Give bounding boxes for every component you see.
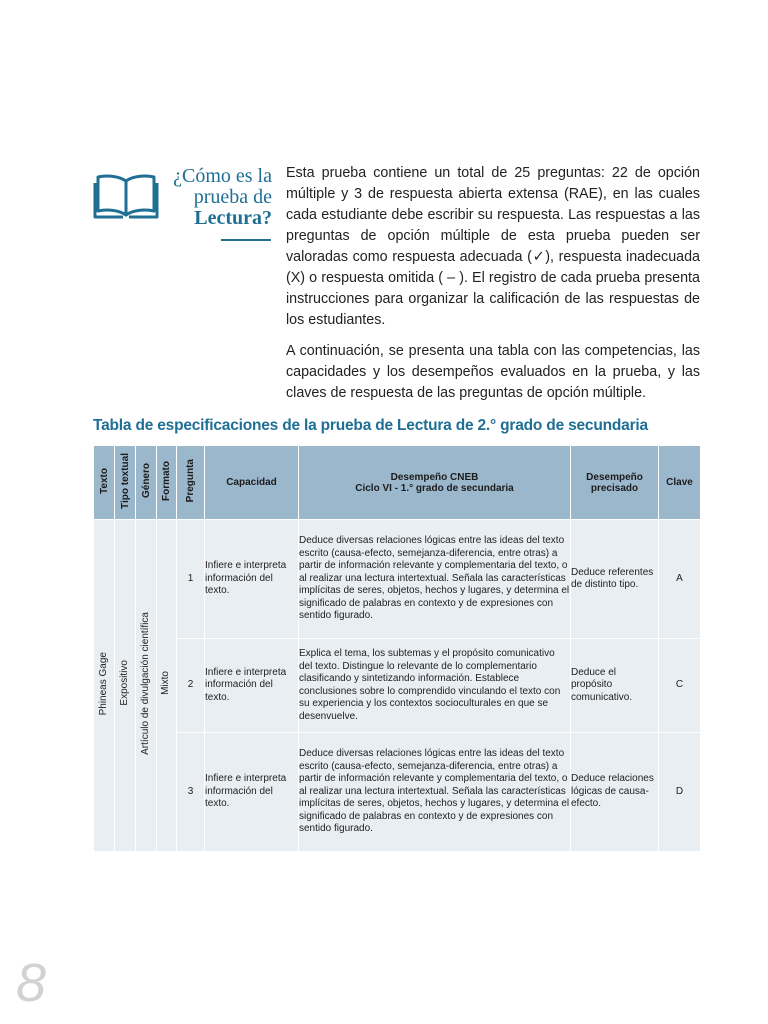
formato-value: Mixto (160, 671, 172, 696)
header-formato-label: Formato (161, 461, 172, 501)
cell-pregunta: 1 (177, 520, 205, 639)
cell-capacidad: Infiere e interpreta información del texto. (205, 639, 299, 733)
cell-desempeno-precisado: Deduce relaciones lógicas de causa-efecto. (571, 733, 659, 852)
intro-text (286, 163, 700, 414)
header-clave: Clave (659, 446, 701, 520)
cell-clave: C (659, 639, 701, 733)
cell-tipo-textual (115, 520, 136, 852)
intro-paragraph-1: Esta prueba contiene un total de 25 preguntas: 22 de opción múltiple y 3 de respuesta abierta extensa (RAE), en las cuales cada estudiante debe escribir su respuesta. Las respuestas a las preguntas de opción múltiple de esta prueba pueden ser valoradas como respuesta adecuada (✓), respuesta inadecuada (X) o respuesta omitida ( – ). El registro de cada prueba presenta instrucciones para organizar la calificación de las respuestas de los estudiantes. (286, 165, 700, 328)
cell-formato (157, 520, 177, 852)
table-row (94, 733, 701, 852)
table-header-row (94, 446, 701, 520)
cell-desempeno-precisado: Deduce referentes de distinto tipo. (571, 520, 659, 639)
cell-texto (94, 520, 115, 852)
table-title: Tabla de especificaciones de la prueba de Lectura de 2.° grado de secundaria (93, 417, 648, 434)
title-underline (221, 239, 271, 241)
header-texto (94, 446, 115, 520)
section-title-line1: ¿Cómo es la (173, 165, 272, 187)
table-row (94, 639, 701, 733)
header-pregunta (177, 446, 205, 520)
cell-desempeno: Deduce diversas relaciones lógicas entre las ideas del texto escrito (causa-efecto, semejanza-diferencia, entre otras) a partir de información relevante y complementaria del texto, o al realizar una lectura intertextual. Señala las características implícitas de seres, objetos, hechos y lugares, y determina el significado de palabras en contexto y de expresiones con sentido figurado. (299, 520, 571, 639)
cell-genero (136, 520, 157, 852)
open-book-icon (93, 173, 159, 219)
header-tipo-label: Tipo textual (119, 453, 131, 509)
intro-paragraph-2: A continuación, se presenta una tabla con las competencias, las capacidades y los desempeños evaluados en la prueba, y las claves de respuesta de las preguntas de opción múltiple. (286, 343, 700, 401)
header-genero (136, 446, 157, 520)
cell-capacidad: Infiere e interpreta información del texto. (205, 520, 299, 639)
header-genero-label: Género (140, 463, 152, 499)
header-desempeno-line1: Desempeño CNEB (390, 471, 479, 483)
header-capacidad: Capacidad (205, 446, 299, 520)
cell-desempeno: Explica el tema, los subtemas y el propósito comunicativo del texto. Distingue lo relevante de lo complementario clasificando y sintetizando información. Establece conclusiones sobre lo comprendido vinculando el texto con su experiencia y los contextos socioculturales en que se desenvuelve. (299, 639, 571, 733)
genero-value: Artículo de divulgación científica (139, 611, 151, 755)
section-title-line3: Lectura? (194, 207, 272, 229)
cell-clave: A (659, 520, 701, 639)
specification-table (93, 445, 701, 852)
header-desempeno-precisado: Desempeño precisado (571, 446, 659, 520)
page-number: 8 (16, 953, 47, 1013)
header-tipo-textual (115, 446, 136, 520)
header-texto-label: Texto (98, 468, 110, 494)
header-formato (157, 446, 177, 520)
cell-desempeno-precisado: Deduce el propósito comunicativo. (571, 639, 659, 733)
header-pregunta-label: Pregunta (185, 459, 196, 503)
table-row (94, 520, 701, 639)
cell-pregunta: 3 (177, 733, 205, 852)
tipo-value: Expositivo (118, 660, 130, 707)
header-desempeno-line2: Ciclo VI - 1.° grado de secundaria (355, 482, 514, 494)
texto-value: Phineas Gage (97, 651, 109, 715)
section-title (160, 166, 272, 229)
cell-pregunta: 2 (177, 639, 205, 733)
header-desempeno-cneb (299, 446, 571, 520)
section-title-line2: prueba de (193, 186, 272, 208)
cell-desempeno: Deduce diversas relaciones lógicas entre las ideas del texto escrito (causa-efecto, semejanza-diferencia, entre otras) a partir de información relevante y complementaria del texto, o al realizar una lectura intertextual. Señala las características implícitas de seres, objetos, hechos y lugares, y determina el significado de palabras en contexto y de expresiones con sentido figurado. (299, 733, 571, 852)
cell-clave: D (659, 733, 701, 852)
cell-capacidad: Infiere e interpreta información del texto. (205, 733, 299, 852)
